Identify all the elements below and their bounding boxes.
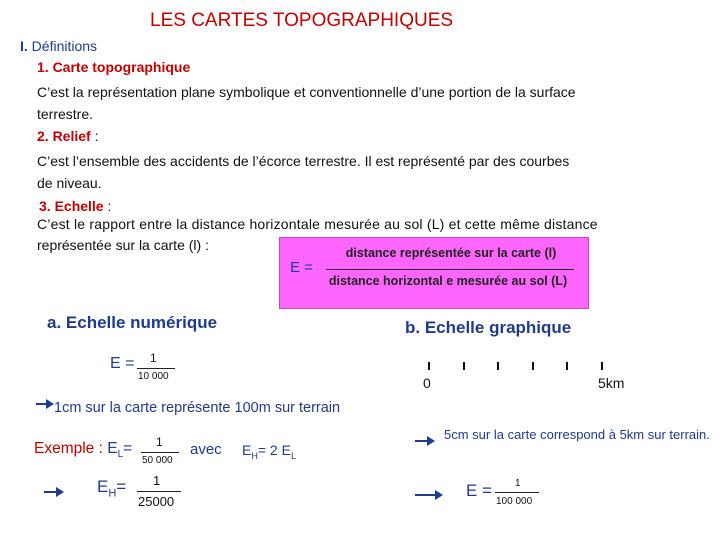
numeric-statement: 1cm sur la carte représente 100m sur terrain bbox=[54, 400, 341, 416]
section-number: I. bbox=[20, 38, 28, 54]
scale-tick bbox=[428, 362, 430, 370]
scale-zero: 0 bbox=[423, 375, 431, 391]
numeric-numerator: 1 bbox=[150, 351, 157, 365]
relation-eh-sub: H bbox=[251, 450, 258, 461]
echelle-heading-row bbox=[39, 198, 111, 216]
eh-label: E bbox=[97, 477, 109, 496]
numeric-denominator: 10 000 bbox=[138, 371, 169, 382]
relation-rest: = 2 E bbox=[257, 442, 291, 458]
echelle-heading: 3. Echelle bbox=[39, 198, 104, 214]
graphic-statement: 5cm sur la carte correspond à 5km sur terrain. bbox=[444, 427, 710, 442]
scale-tick bbox=[532, 362, 534, 370]
formula-lhs: E = bbox=[290, 259, 313, 276]
eh-bar bbox=[137, 491, 181, 492]
relief-line-1: C’est l’ensemble des accidents de l’écorce terrestre. Il est représenté par des courbes bbox=[37, 153, 570, 169]
arrow-icon bbox=[36, 403, 52, 405]
example-bar bbox=[141, 452, 179, 453]
example-el-sub: L bbox=[117, 449, 124, 461]
scale-tick bbox=[463, 362, 465, 370]
scale-five: 5km bbox=[598, 375, 625, 391]
arrow-icon bbox=[415, 440, 433, 442]
numeric-heading: a. Echelle numérique bbox=[47, 313, 218, 332]
eh-eq: = bbox=[116, 477, 127, 496]
graphic-denominator: 100 000 bbox=[496, 496, 533, 507]
relation-el-sub: L bbox=[290, 450, 296, 461]
scale-tick bbox=[601, 362, 603, 370]
graphic-bar bbox=[495, 492, 539, 493]
arrow-icon bbox=[44, 491, 62, 493]
graphic-numerator: 1 bbox=[515, 478, 521, 489]
example-label: Exemple : bbox=[34, 440, 103, 457]
relief-colon: : bbox=[90, 128, 99, 144]
section-heading bbox=[20, 38, 97, 54]
formula-numerator: distance représentée sur la carte (l) bbox=[345, 246, 557, 260]
eh-numerator: 1 bbox=[153, 473, 161, 488]
relief-line-2: de niveau. bbox=[37, 175, 102, 191]
example-relation bbox=[242, 442, 296, 461]
numeric-e-label: E = bbox=[110, 355, 135, 372]
graphic-e-label: E = bbox=[466, 481, 492, 500]
example-avec: avec bbox=[190, 441, 222, 458]
example-el-label: E bbox=[107, 440, 118, 457]
section-label: Définitions bbox=[31, 38, 98, 54]
echelle-line-2: représentée sur la carte (l) : bbox=[37, 237, 209, 253]
relief-heading: 2. Relief bbox=[37, 128, 91, 144]
carte-line-2: terrestre. bbox=[37, 106, 94, 122]
arrow-icon bbox=[415, 494, 441, 496]
echelle-colon: : bbox=[103, 198, 112, 214]
eh-sub: H bbox=[108, 487, 117, 500]
example-el-eq: = bbox=[123, 440, 133, 457]
eh-denominator: 25000 bbox=[138, 494, 175, 509]
relief-heading-row bbox=[37, 128, 98, 146]
scale-tick bbox=[566, 362, 568, 370]
page-title: LES CARTES TOPOGRAPHIQUES bbox=[150, 10, 454, 31]
scale-tick bbox=[497, 362, 499, 370]
graphic-heading: b. Echelle graphique bbox=[405, 318, 572, 337]
carte-line-1: C’est la représentation plane symbolique et conventionnelle d’une portion de la surface bbox=[37, 84, 576, 100]
carte-heading: 1. Carte topographique bbox=[37, 59, 191, 75]
formula-box bbox=[279, 237, 589, 309]
echelle-line-1: C’est le rapport entre la distance horizontale mesurée au sol (L) et cette même distance bbox=[37, 216, 598, 232]
formula-bar bbox=[326, 269, 574, 270]
numeric-bar bbox=[137, 368, 175, 369]
eh-row bbox=[97, 477, 126, 499]
formula-denominator: distance horizontal e mesurée au sol (L) bbox=[328, 274, 568, 288]
example-denominator: 50 000 bbox=[142, 455, 173, 466]
example-row bbox=[34, 440, 132, 460]
relation-eh: E bbox=[242, 442, 252, 458]
example-numerator: 1 bbox=[156, 435, 163, 449]
